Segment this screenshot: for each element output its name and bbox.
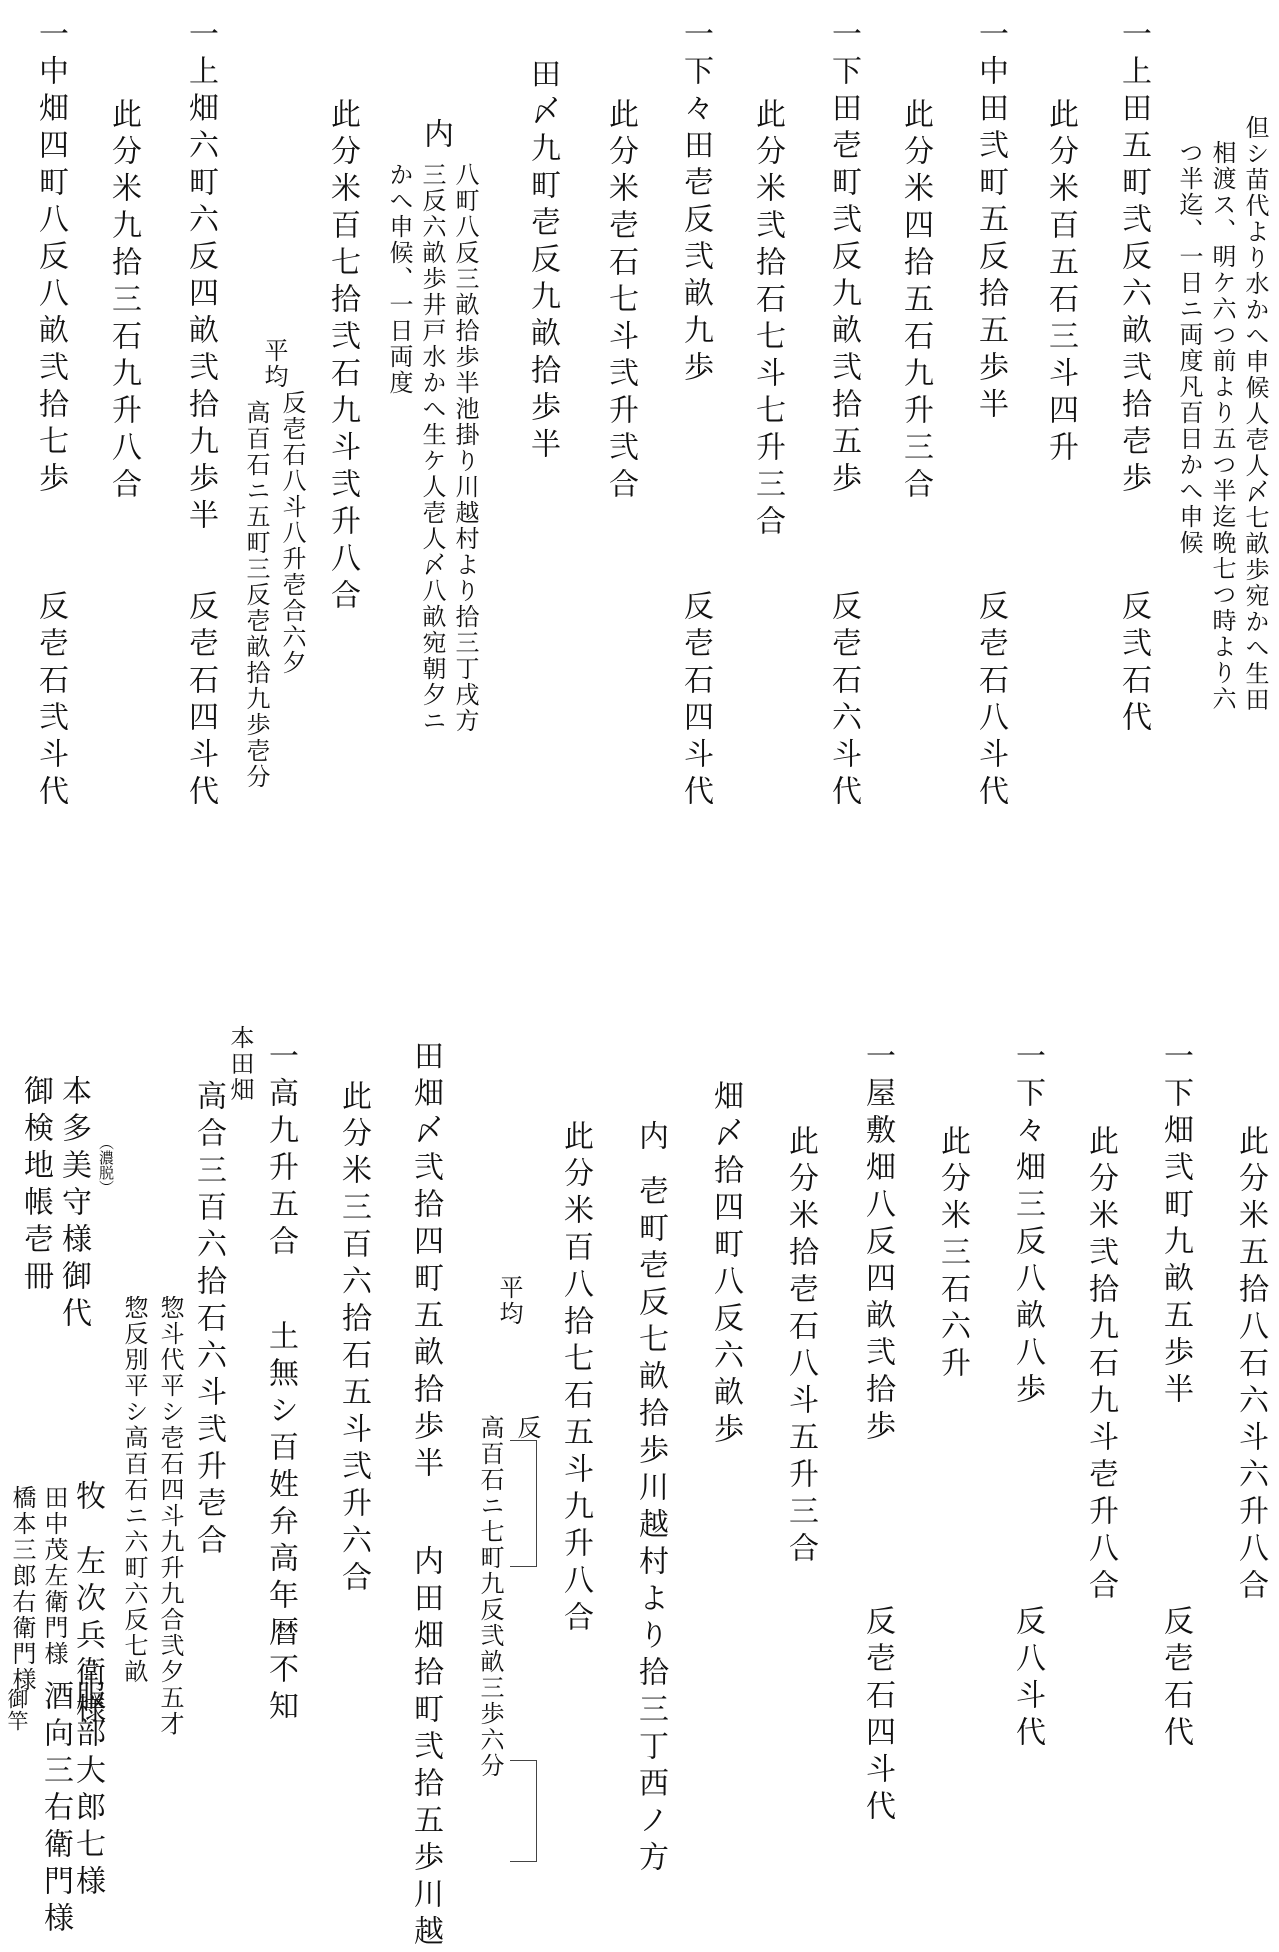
field-average-label: 平均 <box>495 1275 523 1327</box>
rate-lowest-paddy: 反壱石四斗代 <box>678 590 713 812</box>
average-bracket-lower <box>510 1760 537 1862</box>
rate-upper-field: 反壱石四斗代 <box>183 590 218 812</box>
entry-misc-tax: 一高九升五合 <box>263 1040 298 1262</box>
entry-upper-paddy: 一上田五町弐反六畝弐拾壱歩 <box>1116 18 1151 499</box>
field-breakdown-label: 内 <box>633 1120 668 1157</box>
paddy-field-note: 内田畑拾町弐拾五歩川越 <box>408 1545 443 1952</box>
rate-lower-field: 反壱石代 <box>1158 1605 1193 1753</box>
entry-lowest-field: 一下々畑三反八畝八歩 <box>1010 1040 1045 1410</box>
paddy-average-label: 平均 <box>260 338 288 390</box>
signatory-tanaka: 田中茂左衛門様 <box>40 1485 68 1667</box>
note-line-1: 但シ苗代より水かへ申候人壱人〆七畝歩宛かへ生田 <box>1241 115 1269 713</box>
paddy-field-yield: 此分米三百六拾石五斗弐升六合 <box>336 1080 371 1598</box>
survey-lord-note: （濃脱） <box>97 1135 115 1195</box>
grand-total: 高合三百六拾石六斗弐升壱合 <box>191 1080 226 1561</box>
paddy-total: 田〆九町壱反九畝拾歩半 <box>525 58 560 465</box>
signatory-maki-name: 左次兵衛様 <box>70 1545 105 1730</box>
field-total-yield: 此分米百八拾七石五斗九升八合 <box>558 1120 593 1638</box>
note-line-2: 相渡ス、明ケ六つ前より五つ半迄晩七つ時より六 <box>1208 140 1236 712</box>
signatory-hattori: 服部大郎七様 <box>70 1680 105 1902</box>
yield-upper-field: 此分米九拾三石九升八合 <box>106 98 141 505</box>
entry-residential-field: 一屋敷畑八反四畝弐拾歩 <box>860 1040 895 1447</box>
entry-lower-paddy: 一下田壱町弐反九畝弐拾五歩 <box>826 18 861 499</box>
yield-lower-field: 此分米弐拾九石九斗壱升八合 <box>1083 1125 1118 1606</box>
rate-middle-paddy: 反壱石八斗代 <box>973 590 1008 812</box>
yield-residential-field: 此分米拾壱石八斗五升三合 <box>783 1125 818 1569</box>
paddy-breakdown-label: 内 <box>418 118 453 155</box>
paddy-average-rate: 反壱石八斗八升壱合六夕 <box>278 390 306 676</box>
paddy-breakdown-2: 三反六畝歩井戸水かへ生ケ人壱人〆八畝宛朝夕ニ <box>418 162 446 734</box>
field-average-rate: 反 <box>513 1415 541 1441</box>
entry-upper-field: 一上畑六町六反四畝弐拾九歩半 <box>183 18 218 536</box>
survey-register: 御検地帳壱冊 <box>18 1075 53 1297</box>
rate-residential-field: 反壱石四斗代 <box>860 1605 895 1827</box>
field-breakdown-1: 壱町壱反七畝拾歩川越村より拾三丁西ノ方 <box>633 1175 668 1878</box>
entry-middle-field: 一中畑四町八反八畝弐拾七歩 <box>33 18 68 499</box>
rate-lower-paddy: 反壱石六斗代 <box>826 590 861 812</box>
entry-lower-field: 一下畑弐町九畝五歩半 <box>1158 1040 1193 1410</box>
survey-lord: 本多美守様御代 <box>56 1075 91 1334</box>
field-average-area: 高百石ニ七町九反弐畝三歩六分 <box>476 1415 504 1779</box>
average-bracket-upper <box>510 1440 537 1567</box>
paddy-total-yield: 此分米百七拾弐石九斗弐升八合 <box>325 98 360 616</box>
yield-middle-field: 此分米五拾八石六斗六升八合 <box>1233 1125 1268 1606</box>
yield-lowest-paddy: 此分米壱石七斗弐升弐合 <box>603 98 638 505</box>
signatory-hashimoto: 橋本三郎右衛門様 <box>8 1485 36 1693</box>
surveyor-label: 御竿 <box>5 1688 29 1732</box>
yield-lower-paddy: 此分米弐拾石七斗七升三合 <box>750 98 785 542</box>
main-field-label: 本田畑 <box>226 1025 254 1103</box>
rate-lowest-field: 反八斗代 <box>1010 1605 1045 1753</box>
rate-middle-field: 反壱石弐斗代 <box>33 590 68 812</box>
average-rate-total: 惣斗代平シ壱石四斗九升九合弐夕五才 <box>156 1295 184 1737</box>
entry-lowest-paddy: 一下々田壱反弐畝九歩 <box>678 18 713 388</box>
signatory-maki: 牧 <box>70 1480 105 1517</box>
rate-upper-paddy: 反弐石代 <box>1116 590 1151 738</box>
note-line-3: つ半迄、一日ニ両度凡百日かへ申候 <box>1175 140 1203 556</box>
paddy-breakdown-3: かへ申候、一日両度 <box>385 162 413 396</box>
yield-lowest-field: 此分米三石六升 <box>935 1125 970 1384</box>
paddy-field-total: 田畑〆弐拾四町五畝拾歩半 <box>408 1040 443 1484</box>
yield-middle-paddy: 此分米四拾五石九升三合 <box>898 98 933 505</box>
paddy-average-area: 高百石ニ五町三反壱畝拾九歩壱分 <box>242 400 270 790</box>
signatory-sakou: 酒向三右衛門様 <box>38 1680 73 1939</box>
field-total: 畑〆拾四町八反六畝歩 <box>708 1080 743 1450</box>
yield-upper-paddy: 此分米百五石三斗四升 <box>1043 98 1078 468</box>
paddy-breakdown-1: 八町八反三畝拾歩半池掛り川越村より拾三丁戌方 <box>451 162 479 734</box>
average-area-total: 惣反別平シ高百石ニ六町六反七畝 <box>120 1295 148 1685</box>
misc-tax-note: 土無シ百姓弁高年暦不知 <box>263 1320 298 1727</box>
entry-middle-paddy: 一中田弐町五反拾五歩半 <box>973 18 1008 425</box>
